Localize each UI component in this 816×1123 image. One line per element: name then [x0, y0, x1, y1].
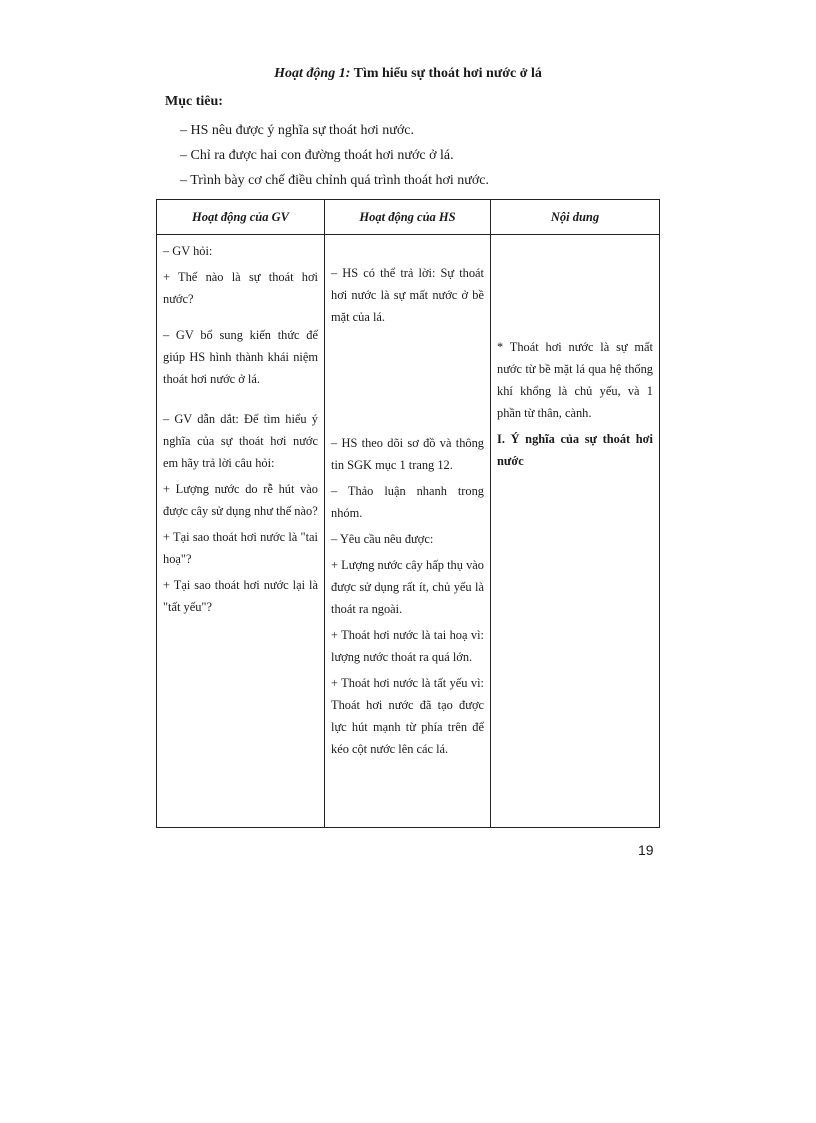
title-prefix: Hoạt động 1:	[274, 66, 351, 81]
gv-line: + Lượng nước do rễ hút vào được cây sử dụng như thế nào?	[163, 482, 318, 518]
hs-line: – Thảo luận nhanh trong nhóm.	[331, 484, 484, 520]
content-cell	[491, 235, 660, 828]
content-line: * Thoát hơi nước là sự mất nước từ bề mặt lá qua hệ thống khí khổng là chủ yếu, và 1 phần từ thân, cành.	[497, 340, 653, 420]
gv-line: – GV hỏi:	[163, 244, 213, 258]
hs-line: + Thoát hơi nước là tai hoạ vì: lượng nước thoát ra quá lớn.	[331, 628, 484, 664]
objective-item: – HS nêu được ý nghĩa sự thoát hơi nước.	[180, 123, 414, 138]
hs-line: + Thoát hơi nước là tất yếu vì: Thoát hơi nước đã tạo được lực hút mạnh từ phía trên để kéo cột nước lên các lá.	[331, 676, 484, 756]
activity-table	[156, 199, 660, 828]
objectives-list	[180, 118, 489, 193]
objective-item: – Chỉ ra được hai con đường thoát hơi nước ở lá.	[180, 148, 454, 163]
table-header-row	[157, 200, 660, 235]
hs-line: – HS có thể trả lời: Sự thoát hơi nước là sự mất nước ở bề mặt của lá.	[331, 266, 484, 324]
content-heading: I. Ý nghĩa của sự thoát hơi nước	[497, 432, 653, 468]
header-content: Nội dung	[491, 200, 660, 235]
gv-line: – GV dẫn dắt: Để tìm hiểu ý nghĩa của sự thoát hơi nước em hãy trả lời câu hỏi:	[163, 412, 318, 470]
table-row	[157, 235, 660, 828]
gv-line: + Thế nào là sự thoát hơi nước?	[163, 270, 318, 306]
hs-cell	[325, 235, 491, 828]
gv-line: – GV bổ sung kiến thức để giúp HS hình thành khái niệm thoát hơi nước ở lá.	[163, 328, 318, 386]
title-text: Tìm hiểu sự thoát hơi nước ở lá	[350, 66, 542, 81]
section-title	[0, 66, 816, 82]
header-gv: Hoạt động của GV	[157, 200, 325, 235]
page-number: 19	[638, 842, 654, 858]
header-hs: Hoạt động của HS	[325, 200, 491, 235]
hs-line: + Lượng nước cây hấp thụ vào được sử dụng rất ít, chủ yếu là thoát ra ngoài.	[331, 558, 484, 616]
gv-line: + Tại sao thoát hơi nước lại là "tất yếu"?	[163, 578, 318, 614]
objective-item: – Trình bày cơ chế điều chỉnh quá trình thoát hơi nước.	[180, 173, 489, 188]
hs-line: – Yêu cầu nêu được:	[331, 532, 434, 546]
hs-line: – HS theo dõi sơ đồ và thông tin SGK mục 1 trang 12.	[331, 436, 484, 472]
objectives-heading: Mục tiêu:	[165, 94, 223, 109]
gv-cell	[157, 235, 325, 828]
gv-line: + Tại sao thoát hơi nước là "tai hoạ"?	[163, 530, 318, 566]
